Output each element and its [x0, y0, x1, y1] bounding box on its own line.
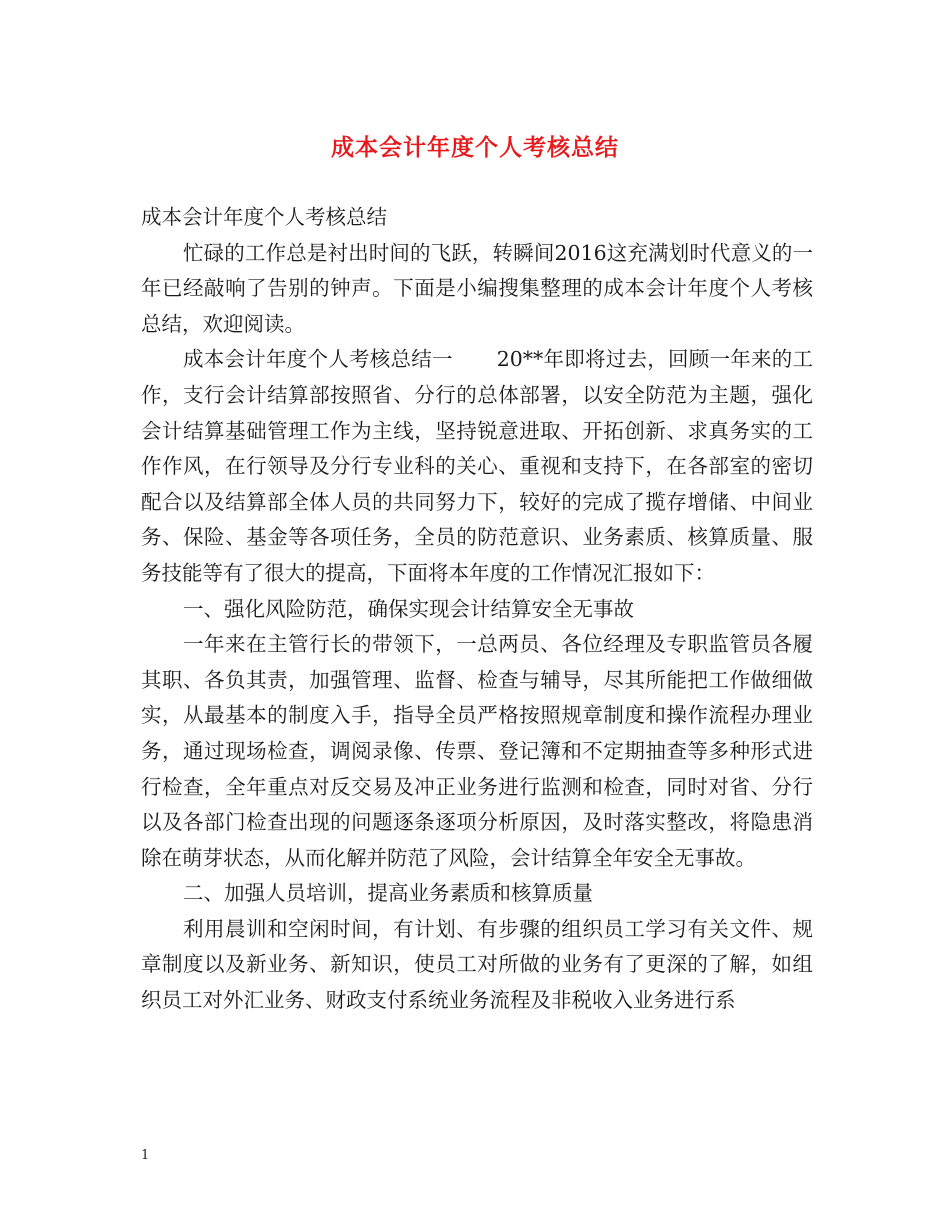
- document-title: 成本会计年度个人考核总结: [331, 134, 619, 161]
- section-one-label: 成本会计年度个人考核总结一: [183, 347, 453, 372]
- page-number: 1: [141, 1148, 150, 1163]
- section-one-paragraph: [141, 342, 813, 591]
- heading-risk-prevention: 一、强化风险防范，确保实现会计结算安全无事故: [183, 596, 635, 621]
- document-body: [141, 200, 813, 1019]
- heading-staff-training: 二、加强人员培训，提高业务素质和核算质量: [183, 881, 594, 906]
- intro-paragraph: 忙碌的工作总是衬出时间的飞跃，转瞬间2016这充满划时代意义的一年已经敲响了告别的钟声。下面是小编搜集整理的成本会计年度个人考核总结，欢迎阅读。: [141, 240, 813, 336]
- risk-prevention-paragraph: 一年来在主管行长的带领下，一总两员、各位经理及专职监管员各履其职、各负其责，加强管理、监督、检查与辅导，尽其所能把工作做细做实，从最基本的制度入手，指导全员严格按照规章制度和操作流程办理业务，通过现场检查，调阅录像、传票、登记簿和不定期抽查等多种形式进行检查，全年重点对反交易及冲正业务进行监测和检查，同时对省、分行以及各部门检查出现的问题逐条逐项分析原因，及时落实整改，将隐患消除在萌芽状态，从而化解并防范了风险，会计结算全年安全无事故。: [141, 632, 813, 870]
- section-one-text: 20**年即将过去，回顾一年来的工作，支行会计结算部按照省、分行的总体部署，以安全防范为主题，强化会计结算基础管理工作为主线，坚持锐意进取、开拓创新、求真务实的工作作风，在行领导及分行专业科的关心、重视和支持下，在各部室的密切配合以及结算部全体人员的共同努力下，较好的完成了揽存增储、中间业务、保险、基金等各项任务，全员的防范意识、业务素质、核算质量、服务技能等有了很大的提高，下面将本年度的工作情况汇报如下：: [141, 347, 813, 585]
- staff-training-paragraph: 利用晨训和空闲时间，有计划、有步骤的组织员工学习有关文件、规章制度以及新业务、新知识，使员工对所做的业务有了更深的了解，如组织员工对外汇业务、财政支付系统业务流程及非税收入业务进行系: [141, 916, 813, 1013]
- body-heading: 成本会计年度个人考核总结: [141, 205, 387, 229]
